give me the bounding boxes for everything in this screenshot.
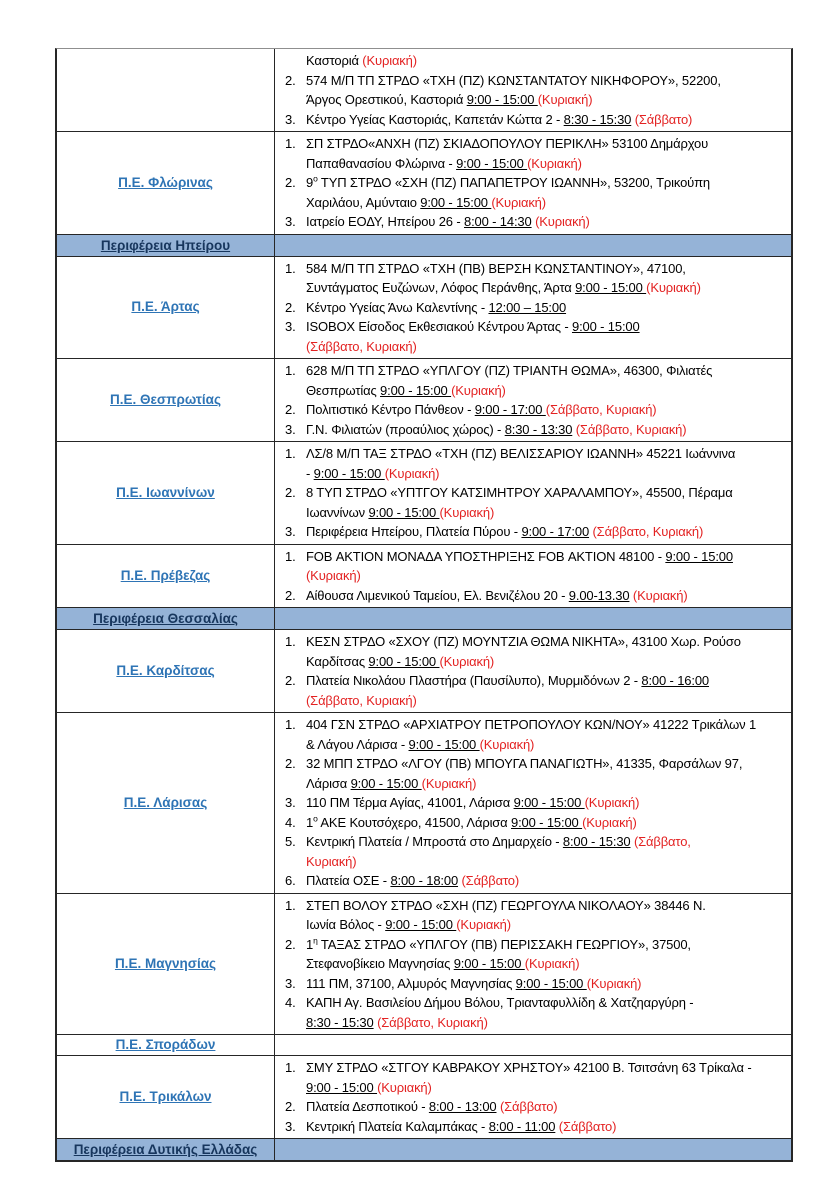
address-text: Κέντρο Υγείας Καστοριάς, Καπετάν Κώττα 2 -	[306, 111, 564, 127]
location-item	[275, 671, 787, 710]
region-label-cell	[57, 545, 275, 608]
location-item	[275, 974, 787, 994]
address-text: Στεφανοβίκειο Μαγνησίας	[306, 956, 454, 971]
superscript-ordinal: η	[313, 935, 318, 946]
day-note-text: (Κυριακή)	[632, 587, 688, 603]
location-item	[275, 632, 787, 671]
locations-cell	[275, 235, 791, 256]
address-text: Ιατρείο ΕΟΔΥ, Ηπείρου 26 -	[306, 214, 464, 229]
address-text: Πλατεία Νικολάου Πλαστήρα (Παυσίλυπο), Μυρμιδόνων 2 -	[306, 673, 642, 688]
table-row	[57, 256, 791, 359]
address-text: FOB ΑΚΤΙΟΝ ΜΟΝΑΔΑ ΥΠΟΣΤΗΡΙΞΗΣ FOB ΑΚΤΙΟΝ 48100 -	[306, 548, 666, 564]
location-text	[306, 420, 787, 440]
address-text: Πολιτιστικό Κέντρο Πάνθεον -	[306, 402, 475, 417]
location-item	[275, 317, 787, 356]
location-item	[275, 420, 787, 440]
region-label-cell	[57, 1139, 275, 1160]
superscript-ordinal: ο	[313, 813, 318, 824]
item-number: 2.	[285, 72, 296, 88]
day-note-text: (Σάββατο)	[558, 1118, 617, 1134]
location-text	[306, 361, 787, 400]
location-text	[306, 173, 787, 212]
location-item	[275, 361, 787, 400]
superscript-ordinal: ο	[313, 173, 318, 184]
item-number: 1.	[285, 260, 296, 276]
address-text: 584 Μ/Π ΤΠ ΣΤΡΔΟ «ΤΧΗ (ΠΒ) ΒΕΡΣΗ ΚΩΝΣΤΑΝΤΙΝΟΥ», 47100,	[306, 260, 686, 276]
address-text: Καρδίτσας	[306, 653, 369, 669]
item-number: 6.	[285, 873, 296, 888]
hours-text: 8:30 - 15:30	[563, 111, 632, 127]
day-note-text: (Κυριακή)	[582, 814, 637, 830]
day-note-text: (Σάββατο)	[634, 111, 693, 127]
hours-text: 12:00 – 15:00	[488, 299, 567, 315]
location-text	[306, 813, 787, 833]
region-label-cell	[57, 1056, 275, 1138]
region-label-cell	[57, 442, 275, 544]
day-note-text: (Σάββατο, Κυριακή)	[306, 692, 417, 708]
locations-cell	[275, 545, 791, 608]
location-item	[275, 483, 787, 522]
location-text	[306, 71, 787, 110]
item-number: 1.	[285, 634, 296, 649]
location-text	[306, 110, 787, 130]
location-item	[275, 173, 787, 212]
regional-unit-link[interactable]: Π.Ε. Θεσπρωτίας	[110, 392, 221, 407]
locations-cell	[275, 630, 791, 712]
hours-text: 9:00 - 15:00	[380, 382, 452, 398]
address-text: Ιωνία Βόλος -	[306, 917, 386, 932]
table-row	[57, 1034, 791, 1055]
hours-text: 9:00 - 15:00	[368, 653, 440, 669]
region-label-cell	[57, 49, 275, 131]
item-number: 2.	[285, 299, 296, 315]
address-text: Καστοριά	[306, 53, 363, 68]
hours-text: 9:00 - 15:00	[420, 194, 492, 210]
address-text: Ιωαννίνων	[306, 504, 369, 520]
locations-cell	[275, 257, 791, 359]
locations-cell	[275, 442, 791, 544]
day-note-text: Κυριακή)	[306, 853, 357, 869]
regional-unit-link[interactable]: Π.Ε. Σποράδων	[115, 1037, 216, 1052]
location-text	[306, 793, 787, 813]
item-number: 2.	[285, 936, 296, 952]
hours-text: 8:00 - 18:00	[390, 873, 459, 888]
hours-text: 9:00 - 15:00	[368, 504, 440, 520]
address-text: Κεντρική Πλατεία Καλαμπάκας -	[306, 1118, 489, 1134]
region-label-cell	[57, 630, 275, 712]
location-item	[275, 715, 787, 754]
location-item	[275, 586, 787, 606]
hours-text: 9:00 - 15:00	[513, 795, 585, 810]
locations-cell	[275, 359, 791, 441]
regional-unit-link[interactable]: Π.Ε. Τρικάλων	[119, 1089, 212, 1104]
locations-cell	[275, 608, 791, 629]
locations-cell	[275, 132, 791, 234]
location-item	[275, 1117, 787, 1137]
location-text	[306, 1058, 787, 1097]
day-note-text: (Σάββατο, Κυριακή)	[592, 524, 704, 539]
hours-text: 9:00 - 15:00	[408, 736, 480, 752]
day-note-text: (Σάββατο)	[461, 873, 520, 888]
region-label-cell	[57, 235, 275, 256]
address-text: Γ.Ν. Φιλιατών (προαύλιος χώρος) -	[306, 421, 505, 437]
location-item	[275, 522, 787, 542]
item-number: 5.	[285, 834, 296, 849]
region-header-row	[57, 1138, 791, 1160]
day-note-text: (Σάββατο, Κυριακή)	[377, 1014, 488, 1030]
day-note-text: (Κυριακή)	[491, 194, 546, 210]
item-number: 2.	[285, 1099, 296, 1114]
location-text	[306, 134, 787, 173]
address-text: 628 Μ/Π ΤΠ ΣΤΡΔΟ «ΥΠΛΓΟΥ (ΠΖ) ΤΡΙΑΝΤΗ ΘΩΜΑ», 46300, Φιλιατές	[306, 363, 713, 378]
regional-unit-link[interactable]: Π.Ε. Άρτας	[131, 299, 200, 315]
day-note-text: (Κυριακή)	[421, 775, 477, 791]
region-label-cell	[57, 713, 275, 893]
hours-text: 9:00 - 15:00	[456, 155, 528, 171]
regional-unit-link[interactable]: Π.Ε. Λάρισας	[123, 794, 208, 810]
day-note-text: (Κυριακή)	[439, 653, 495, 669]
address-text: ΤΑΞΑΣ ΣΤΡΔΟ «ΥΠΛΓΟΥ (ΠΒ) ΠΕΡΙΣΣΑΚΗ ΓΕΩΡΓΙΟΥ», 37500,	[317, 936, 691, 952]
day-note-text: (Κυριακή)	[456, 917, 511, 932]
location-text	[306, 974, 787, 994]
item-number	[275, 51, 306, 71]
hours-text: 8:00 - 16:00	[641, 673, 709, 688]
regional-unit-link[interactable]: Π.Ε. Φλώρινας	[118, 174, 213, 190]
location-text	[306, 483, 787, 522]
day-note-text: (Κυριακή)	[586, 975, 642, 991]
location-text	[306, 317, 787, 356]
address-text: 1	[306, 814, 314, 830]
location-text	[306, 1097, 787, 1117]
location-item	[275, 832, 787, 871]
region-label-cell	[57, 608, 275, 629]
item-number: 3.	[285, 975, 296, 991]
locations-cell	[275, 49, 791, 131]
hours-text: 9:00 - 15:00	[350, 775, 422, 791]
item-number: 2.	[285, 756, 296, 771]
locations-cell	[275, 1056, 791, 1138]
address-text: 32 ΜΠΠ ΣΤΡΔΟ «ΛΓΟΥ (ΠΒ) ΜΠΟΥΓΑ ΠΑΝΑΓΙΩΤΗ», 41335, Φαρσάλων 97,	[306, 756, 743, 771]
address-text: ΣΜΥ ΣΤΡΔΟ «ΣΤΓΟΥ ΚΑΒΡΑΚΟΥ ΧΡΗΣΤΟΥ» 42100 Β. Τσιτσάνη 63 Τρίκαλα -	[306, 1060, 752, 1075]
table-row	[57, 1055, 791, 1138]
item-number: 2.	[285, 402, 296, 417]
location-item	[275, 896, 787, 935]
day-note-text: (Σάββατο, Κυριακή)	[545, 402, 657, 417]
hours-text: 8:30 - 15:30	[306, 1014, 374, 1030]
day-note-text: (Σάββατο,	[633, 834, 691, 849]
address-text: ΤΥΠ ΣΤΡΔΟ «ΣΧΗ (ΠΖ) ΠΑΠΑΠΕΤΡΟΥ ΙΩΑΝΝΗ», 53200, Τρικούπη	[317, 175, 711, 190]
location-text	[306, 935, 787, 974]
address-text: ΚΑΠΗ Αγ. Βασιλείου Δήμου Βόλου, Τριανταφυλλίδη & Χατζηαργύρη -	[306, 995, 694, 1010]
hours-text: 8:30 - 13:30	[504, 421, 573, 437]
hours-text: 9:00 - 15:00	[571, 319, 640, 334]
address-text: 9	[306, 175, 314, 190]
item-number: 4.	[285, 814, 296, 830]
regional-unit-link[interactable]: Π.Ε. Πρέβεζας	[120, 567, 211, 583]
address-text: Αίθουσα Λιμενικού Ταμείου, Ελ. Βενιζέλου 20 -	[306, 587, 569, 603]
location-text	[306, 259, 787, 298]
hours-text: 8:00 - 11:00	[488, 1118, 556, 1134]
day-note-text: (Κυριακή)	[306, 568, 361, 583]
hours-text: 9:00 - 15:00	[385, 917, 457, 932]
day-note-text: (Κυριακή)	[646, 280, 701, 295]
locations-cell	[275, 1139, 791, 1160]
address-text: & Λάγου Λάρισα -	[306, 736, 409, 752]
location-item	[275, 793, 787, 813]
day-note-text: (Κυριακή)	[439, 504, 495, 520]
locations-cell	[275, 894, 791, 1035]
locations-cell	[275, 1035, 791, 1055]
day-note-text: (Κυριακή)	[527, 155, 582, 171]
location-item	[275, 993, 787, 1032]
item-number: 3.	[285, 524, 296, 539]
address-text: ISOBOX Είσοδος Εκθεσιακού Κέντρου Άρτας -	[306, 319, 572, 334]
location-item	[275, 871, 787, 891]
day-note-text: (Κυριακή)	[479, 736, 535, 752]
address-text: Χαριλάου, Αμύνταιο	[306, 194, 421, 210]
address-text: Άργος Ορεστικού, Καστοριά	[306, 92, 467, 107]
location-text	[306, 547, 787, 586]
item-number: 1.	[285, 548, 296, 564]
day-note-text: (Κυριακή)	[537, 92, 593, 107]
address-text: Παπαθανασίου Φλώρινα -	[306, 155, 457, 171]
item-number: 3.	[285, 319, 296, 334]
item-number: 2.	[285, 485, 296, 500]
address-text: ΚΕΣΝ ΣΤΡΔΟ «ΣΧΟΥ (ΠΖ) ΜΟΥΝΤΖΙΑ ΘΩΜΑ ΝΙΚΗΤΑ», 43100 Χωρ. Ρούσο	[306, 634, 741, 649]
item-number: 3.	[285, 421, 296, 437]
region-header-row	[57, 607, 791, 629]
location-item	[275, 444, 787, 483]
hours-text: 9:00 - 15:00	[665, 548, 733, 564]
table-row	[57, 544, 791, 608]
address-text: -	[306, 465, 314, 481]
item-number: 2.	[285, 175, 296, 190]
item-number: 1.	[285, 1060, 296, 1075]
hours-text: 8:00 - 13:00	[428, 1099, 497, 1114]
region-label-cell	[57, 359, 275, 441]
locations-cell	[275, 713, 791, 893]
schedule-table	[55, 48, 793, 1162]
location-item	[275, 298, 787, 318]
table-row	[57, 712, 791, 893]
hours-text: 9:00 - 15:00	[306, 1079, 378, 1095]
address-text: Κεντρική Πλατεία / Μπροστά στο Δημαρχείο -	[306, 834, 563, 849]
location-text	[306, 754, 787, 793]
address-text: ΣΠ ΣΤΡΔΟ«ΑΝΧΗ (ΠΖ) ΣΚΙΑΔΟΠΟΥΛΟΥ ΠΕΡΙΚΛΗ» 53100 Δημάρχου	[306, 136, 709, 151]
hours-text: 8:00 - 15:30	[562, 834, 631, 849]
item-number: 1.	[285, 897, 296, 913]
address-text: Λάρισα	[306, 775, 351, 791]
address-text: 111 ΠΜ, 37100, Αλμυρός Μαγνησίας	[306, 975, 516, 991]
regional-unit-link[interactable]: Π.Ε. Μαγνησίας	[114, 955, 217, 971]
location-item	[275, 935, 787, 974]
address-text: Πλατεία Δεσποτικού -	[306, 1099, 429, 1114]
region-label-cell	[57, 1035, 275, 1055]
location-item	[275, 813, 787, 833]
item-number: 4.	[285, 995, 296, 1010]
location-text	[306, 832, 787, 871]
day-note-text: (Κυριακή)	[377, 1079, 432, 1095]
item-number: 2.	[285, 673, 296, 688]
location-text	[306, 212, 787, 232]
hours-text: 9:00 - 15:00	[515, 975, 587, 991]
table-row	[57, 441, 791, 544]
day-note-text: (Κυριακή)	[384, 465, 440, 481]
table-row	[57, 893, 791, 1035]
address-text: ΣΤΕΠ ΒΟΛΟΥ ΣΤΡΔΟ «ΣΧΗ (ΠΖ) ΓΕΩΡΓΟΥΛΑ ΝΙΚΟΛΑΟΥ» 38446 Ν.	[306, 897, 706, 913]
address-text: 110 ΠΜ Τέρμα Αγίας, 41001, Λάρισα	[306, 795, 514, 810]
hours-text: 9.00-13.30	[568, 587, 630, 603]
item-number: 3.	[285, 795, 296, 810]
day-note-text: (Σάββατο, Κυριακή)	[575, 421, 687, 437]
address-text: Πλατεία ΟΣΕ -	[306, 873, 391, 888]
region-label-cell	[57, 257, 275, 359]
item-number: 3.	[285, 214, 296, 229]
location-item	[275, 51, 787, 71]
location-text	[306, 671, 787, 710]
location-text	[306, 400, 787, 420]
table-row	[57, 131, 791, 234]
regional-unit-link[interactable]: Π.Ε. Ιωαννίνων	[116, 484, 215, 500]
address-text: 574 Μ/Π ΤΠ ΣΤΡΔΟ «ΤΧΗ (ΠΖ) ΚΩΝΣΤΑΝΤΑΤΟΥ ΝΙΚΗΦΟΡΟΥ», 52200,	[306, 72, 721, 88]
address-text: 404 ΓΣΝ ΣΤΡΔΟ «ΑΡΧΙΑΤΡΟΥ ΠΕΤΡΟΠΟΥΛΟΥ ΚΩΝ/ΝΟΥ» 41222 Τρικάλων 1	[306, 717, 757, 732]
address-text: ΛΣ/8 Μ/Π ΤΑΞ ΣΤΡΔΟ «ΤΧΗ (ΠΖ) ΒΕΛΙΣΣΑΡΙΟΥ ΙΩΑΝΝΗ» 45221 Ιωάννινα	[306, 446, 736, 461]
regional-unit-link[interactable]: Π.Ε. Καρδίτσας	[116, 663, 215, 678]
location-text	[306, 993, 787, 1032]
location-text	[306, 632, 787, 671]
location-text	[306, 444, 787, 483]
item-number: 1.	[285, 136, 296, 151]
region-label-cell	[57, 894, 275, 1035]
item-number: 1.	[285, 446, 296, 461]
address-text: 8 ΤΥΠ ΣΤΡΔΟ «ΥΠΤΓΟΥ ΚΑΤΣΙΜΗΤΡΟΥ ΧΑΡΑΛΑΜΠΟΥ», 45500, Πέραμα	[306, 485, 733, 500]
region-label-cell	[57, 132, 275, 234]
item-number: 1.	[285, 363, 296, 378]
location-text	[306, 871, 787, 891]
hours-text: 9:00 - 17:00	[474, 402, 546, 417]
table-row	[57, 358, 791, 441]
location-item	[275, 212, 787, 232]
day-note-text: (Κυριακή)	[362, 53, 417, 68]
day-note-text: (Κυριακή)	[584, 795, 640, 810]
hours-text: 9:00 - 15:00	[453, 956, 525, 971]
address-text: Θεσπρωτίας	[306, 382, 381, 398]
location-item	[275, 71, 787, 110]
region-header-row	[57, 234, 791, 256]
location-text	[306, 51, 787, 71]
location-item	[275, 110, 787, 130]
location-item	[275, 134, 787, 173]
hours-text: 9:00 - 15:00	[466, 92, 538, 107]
day-note-text: (Κυριακή)	[535, 214, 590, 229]
table-row	[57, 629, 791, 712]
region-header-link[interactable]: Περιφέρεια Ηπείρου	[100, 237, 231, 253]
day-note-text: (Κυριακή)	[451, 382, 506, 398]
location-text	[306, 715, 787, 754]
table-row	[57, 49, 791, 131]
hours-text: 9:00 - 15:00	[511, 814, 583, 830]
address-text: ΑΚΕ Κουτσόχερο, 41500, Λάρισα	[317, 814, 512, 830]
location-item	[275, 754, 787, 793]
address-text: Συντάγματος Ευζώνων, Λόφος Περάνθης, Άρτα	[306, 280, 576, 295]
location-item	[275, 547, 787, 586]
address-text: Κέντρο Υγείας Άνω Καλεντίνης -	[306, 299, 489, 315]
hours-text: 9:00 - 15:00	[575, 280, 647, 295]
address-text: Περιφέρεια Ηπείρου, Πλατεία Πύρου -	[306, 524, 522, 539]
hours-text: 9:00 - 17:00	[521, 524, 590, 539]
address-text: 1	[306, 936, 314, 952]
region-header-link[interactable]: Περιφέρεια Θεσσαλίας	[93, 611, 238, 626]
location-item	[275, 1097, 787, 1117]
item-number: 3.	[285, 111, 296, 127]
location-text	[306, 896, 787, 935]
location-item	[275, 400, 787, 420]
location-text	[306, 298, 787, 318]
day-note-text: (Σάββατο, Κυριακή)	[306, 338, 417, 354]
location-item	[275, 1058, 787, 1097]
hours-text: 8:00 - 14:30	[464, 214, 532, 229]
item-number: 2.	[285, 587, 296, 603]
item-number: 3.	[285, 1118, 296, 1134]
location-text	[306, 522, 787, 542]
day-note-text: (Κυριακή)	[524, 956, 580, 971]
hours-text: 9:00 - 15:00	[313, 465, 385, 481]
location-text	[306, 586, 787, 606]
day-note-text: (Σάββατο)	[499, 1099, 558, 1114]
item-number: 1.	[285, 717, 296, 732]
location-item	[275, 259, 787, 298]
location-text	[306, 1117, 787, 1137]
region-header-link[interactable]: Περιφέρεια Δυτικής Ελλάδας	[73, 1142, 258, 1157]
